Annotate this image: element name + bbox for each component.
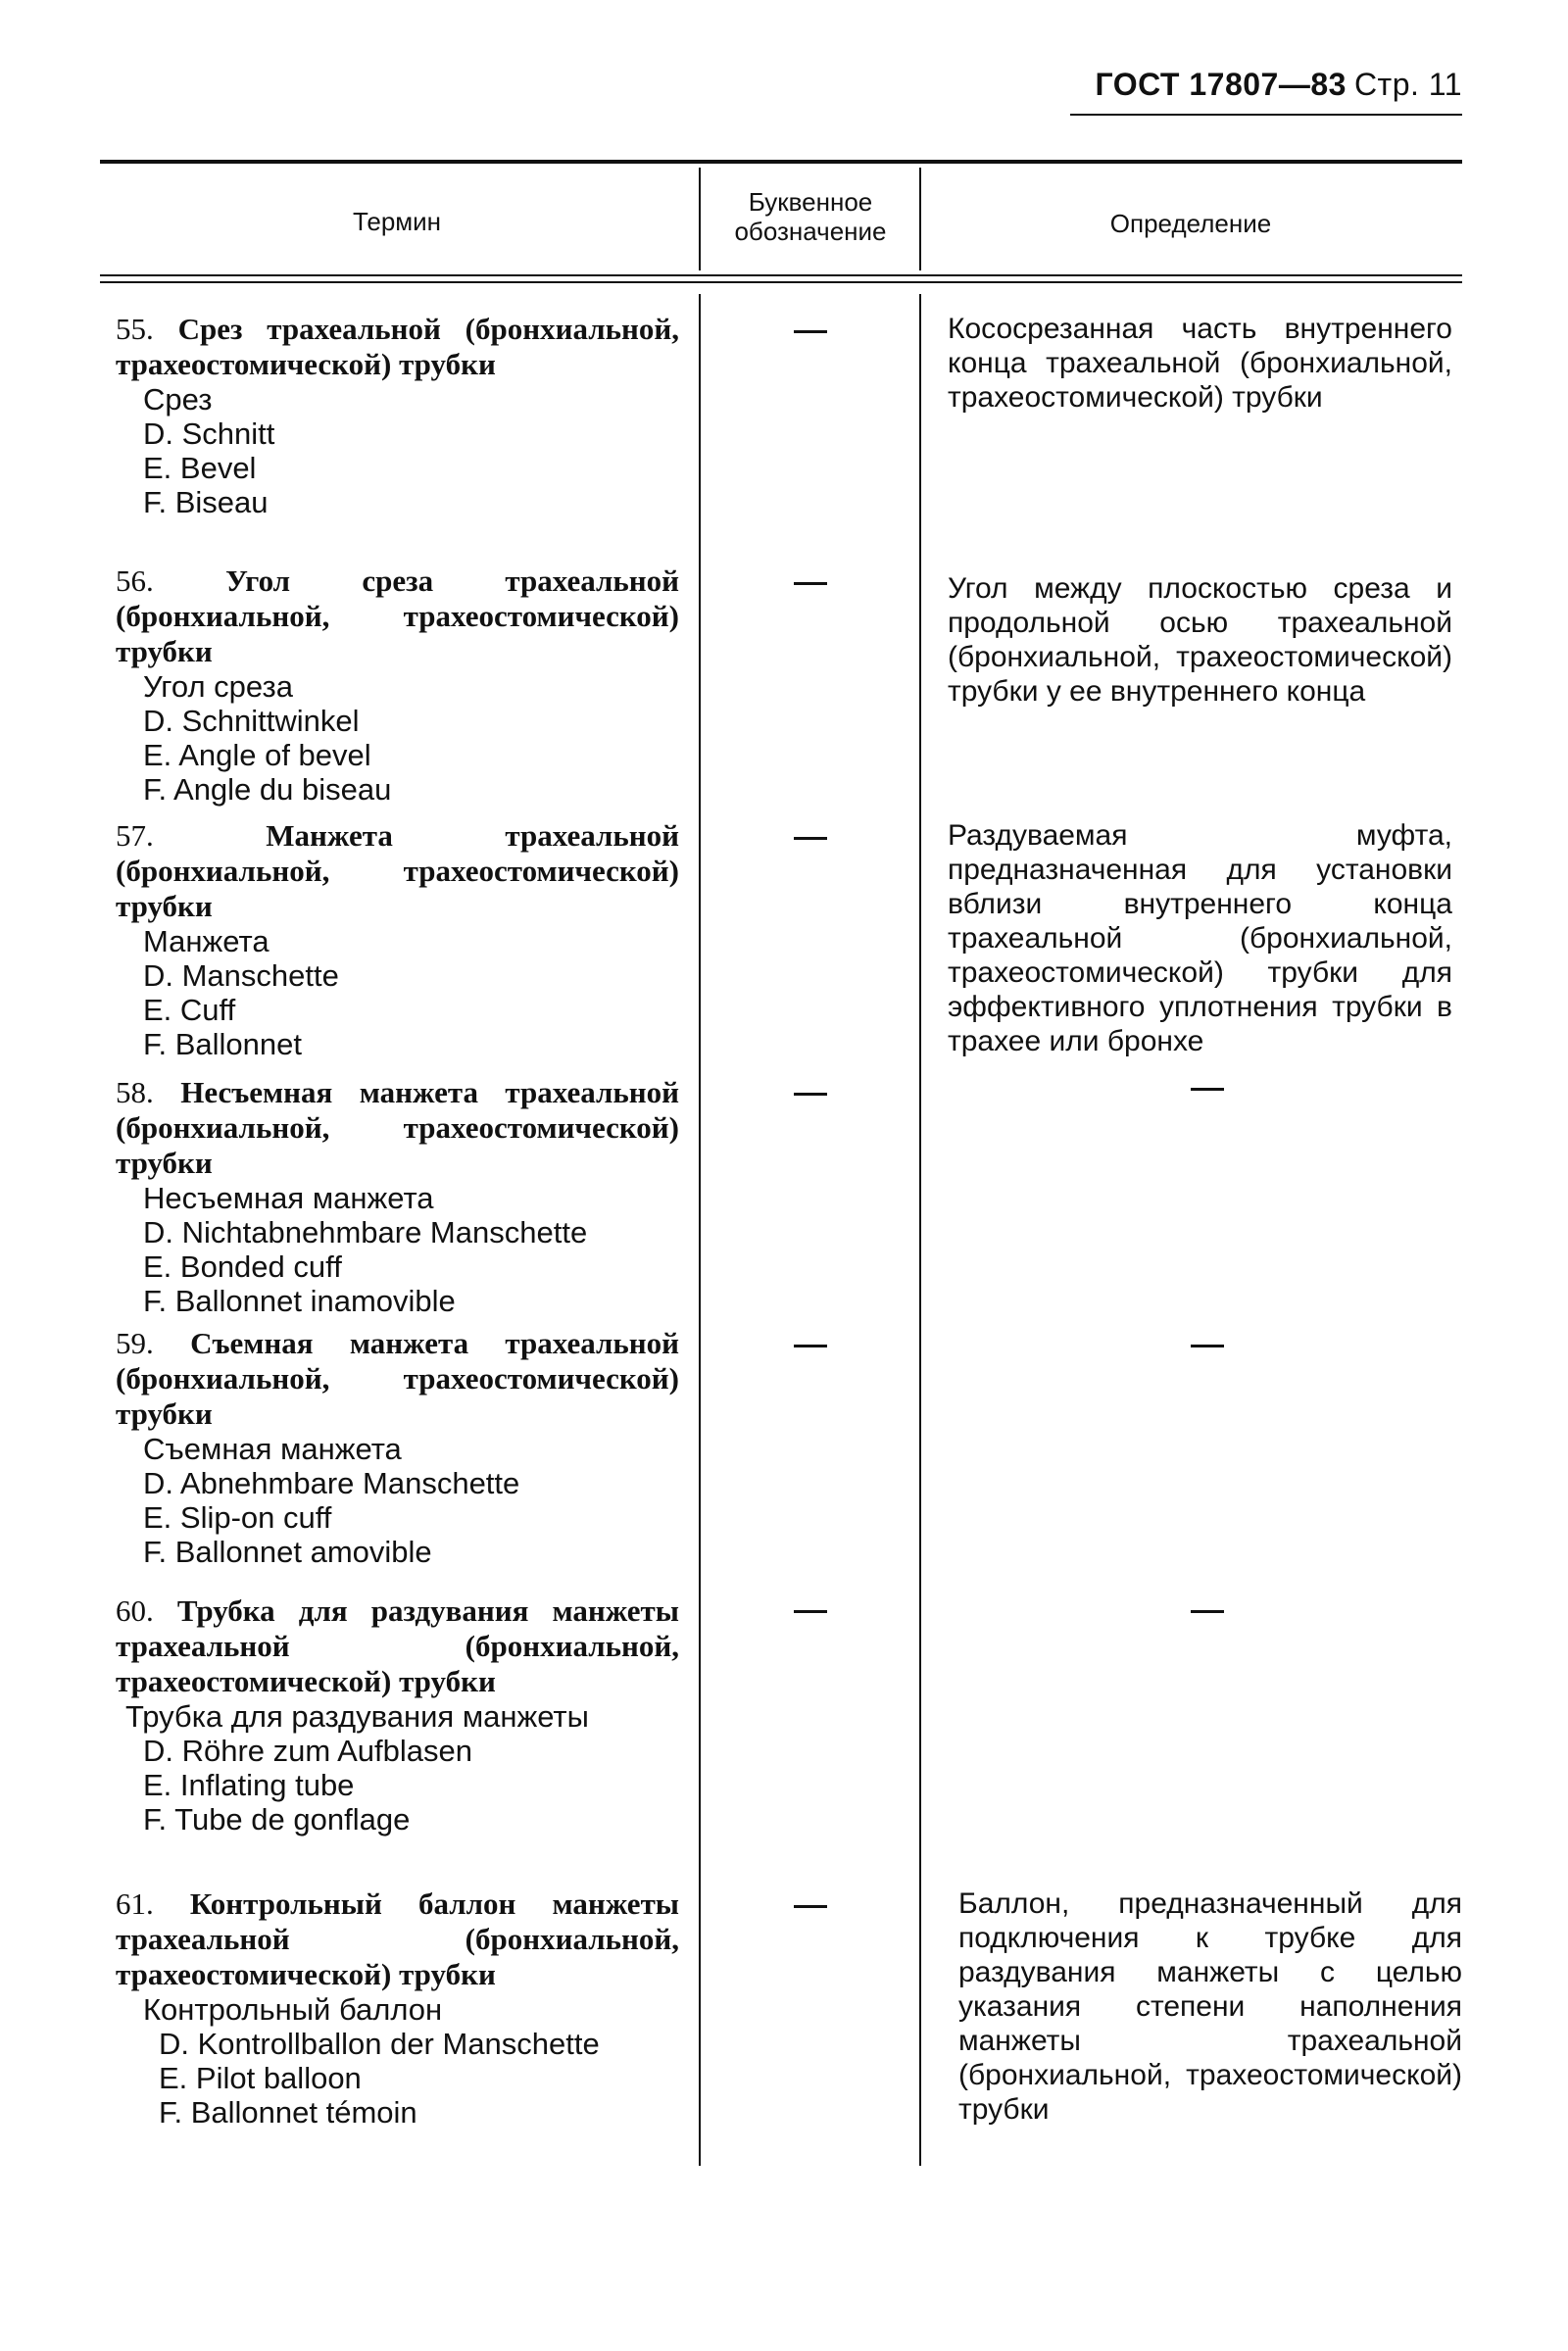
term-number: 57. [116,818,154,853]
symbol-dash [794,1345,827,1347]
term-entry-55 [116,312,679,519]
term-name: Контрольный баллон манжеты трахеальной (бронхиальной, трахеостомической) трубки [116,1886,680,1991]
term-number: 56. [116,563,154,598]
term-number: 58. [116,1075,154,1109]
symbol-dash [794,1093,827,1096]
column-divider-1 [699,294,701,2166]
synonym-short: Съемная манжета [143,1432,402,1466]
synonym-fr: F. Ballonnet amovible [143,1535,432,1569]
synonym-en: E. Pilot balloon [159,2061,362,2095]
term-title [116,818,679,924]
term-number: 59. [116,1326,154,1360]
term-name: Манжета трахеальной (бронхиальной, трахеостомической) трубки [116,818,680,923]
page-header [1096,67,1463,103]
definition-dash [1191,1610,1224,1613]
column-header-symbol-line1: Буквенное [748,187,873,217]
definition-text: Раздуваемая муфта, предназначенная для установки вблизи внутреннего конца трахеальной (бронхиальной, трахеостомической) трубки для эффективного уплотнения трубки в трахее или бронхе [948,819,1452,1057]
definition-dash [1191,1345,1224,1347]
synonym-short: Манжета [143,924,270,958]
symbol-dash [794,330,827,333]
synonym-de: D. Kontrollballon der Manschette [159,2027,600,2061]
synonym-fr: F. Biseau [143,485,269,519]
standard-number: ГОСТ 17807—83 [1095,67,1347,102]
table-top-rule [100,160,1462,164]
synonym-en: E. Bevel [143,451,257,485]
synonym-en: E. Inflating tube [143,1768,355,1802]
term-title [116,1326,679,1432]
synonym-de: D. Abnehmbare Manschette [143,1466,520,1500]
term-entry-61 [116,1886,679,2130]
term-title [116,1886,679,1992]
definition-text: Угол между плоскостью среза и продольной осью трахеальной (бронхиальной, трахеостомической) трубки у ее внутреннего конца [948,572,1452,708]
column-header-term: Термин [352,207,442,236]
synonym-de: D. Schnittwinkel [143,704,360,738]
synonym-de: D. Röhre zum Aufblasen [143,1734,473,1768]
column-divider-2-head [919,168,921,270]
term-name: Угол среза трахеальной (бронхиальной, трахеостомической) трубки [116,563,680,668]
term-title [116,312,679,382]
table-header-rule-double [100,281,1462,283]
term-number: 55. [116,312,154,346]
column-header-definition: Определение [1109,209,1272,238]
synonym-short: Трубка для раздувания манжеты [125,1699,589,1734]
term-name: Съемная манжета трахеальной (бронхиальной, трахеостомической) трубки [116,1326,679,1431]
term-name: Срез трахеальной (бронхиальной, трахеостомической) трубки [116,312,679,381]
term-entry-59 [116,1326,679,1569]
synonym-fr: F. Tube de gonflage [143,1802,411,1837]
definition-text: Кососрезанная часть внутреннего конца трахеальной (бронхиальной, трахеостомической) трубки [948,313,1452,414]
column-divider-2 [919,294,921,2166]
synonym-en: E. Cuff [143,993,236,1027]
term-number: 61. [116,1886,154,1921]
synonym-short: Угол среза [143,669,293,704]
synonym-fr: F. Ballonnet inamovible [143,1284,456,1318]
table-header-rule [100,274,1462,276]
column-header-symbol-line2: обозначение [734,216,887,246]
symbol-dash [794,582,827,585]
term-entry-60 [116,1593,679,1837]
synonym-en: E. Slip-on cuff [143,1500,332,1535]
synonym-de: D. Nichtabnehmbare Manschette [143,1215,588,1249]
synonym-de: D. Manschette [143,958,339,993]
term-number: 60. [116,1593,154,1628]
synonym-short: Контрольный баллон [143,1992,443,2027]
synonym-fr: F. Ballonnet témoin [159,2095,417,2130]
column-divider-1-head [699,168,701,270]
term-title [116,1075,679,1181]
term-name: Несъемная манжета трахеальной (бронхиальной, трахеостомической) трубки [116,1075,680,1180]
header-underline [1070,114,1462,116]
term-entry-57 [116,818,679,1061]
synonym-en: E. Bonded cuff [143,1249,342,1284]
page-number: Стр. 11 [1353,67,1462,102]
term-title [116,563,679,669]
term-entry-58 [116,1075,679,1318]
synonym-de: D. Schnitt [143,416,275,451]
term-name: Трубка для раздувания манжеты трахеальной (бронхиальной, трахеостомической) трубки [116,1593,679,1698]
synonym-en: E. Angle of bevel [143,738,371,772]
symbol-dash [794,1905,827,1908]
symbol-dash [794,1610,827,1613]
synonym-short: Срез [143,382,213,416]
definition-dash [1191,1088,1224,1091]
synonym-short: Несъемная манжета [143,1181,434,1215]
column-header-symbol [708,188,913,247]
synonym-fr: F. Ballonnet [143,1027,302,1061]
term-entry-56 [116,563,679,807]
synonym-fr: F. Angle du biseau [143,772,392,807]
term-title [116,1593,679,1699]
symbol-dash [794,837,827,840]
definition-text: Баллон, предназначенный для подключения к трубке для раздувания манжеты с целью указания степени наполнения манжеты трахеальной (бронхиальной, трахеостомической) трубки [958,1887,1462,2126]
